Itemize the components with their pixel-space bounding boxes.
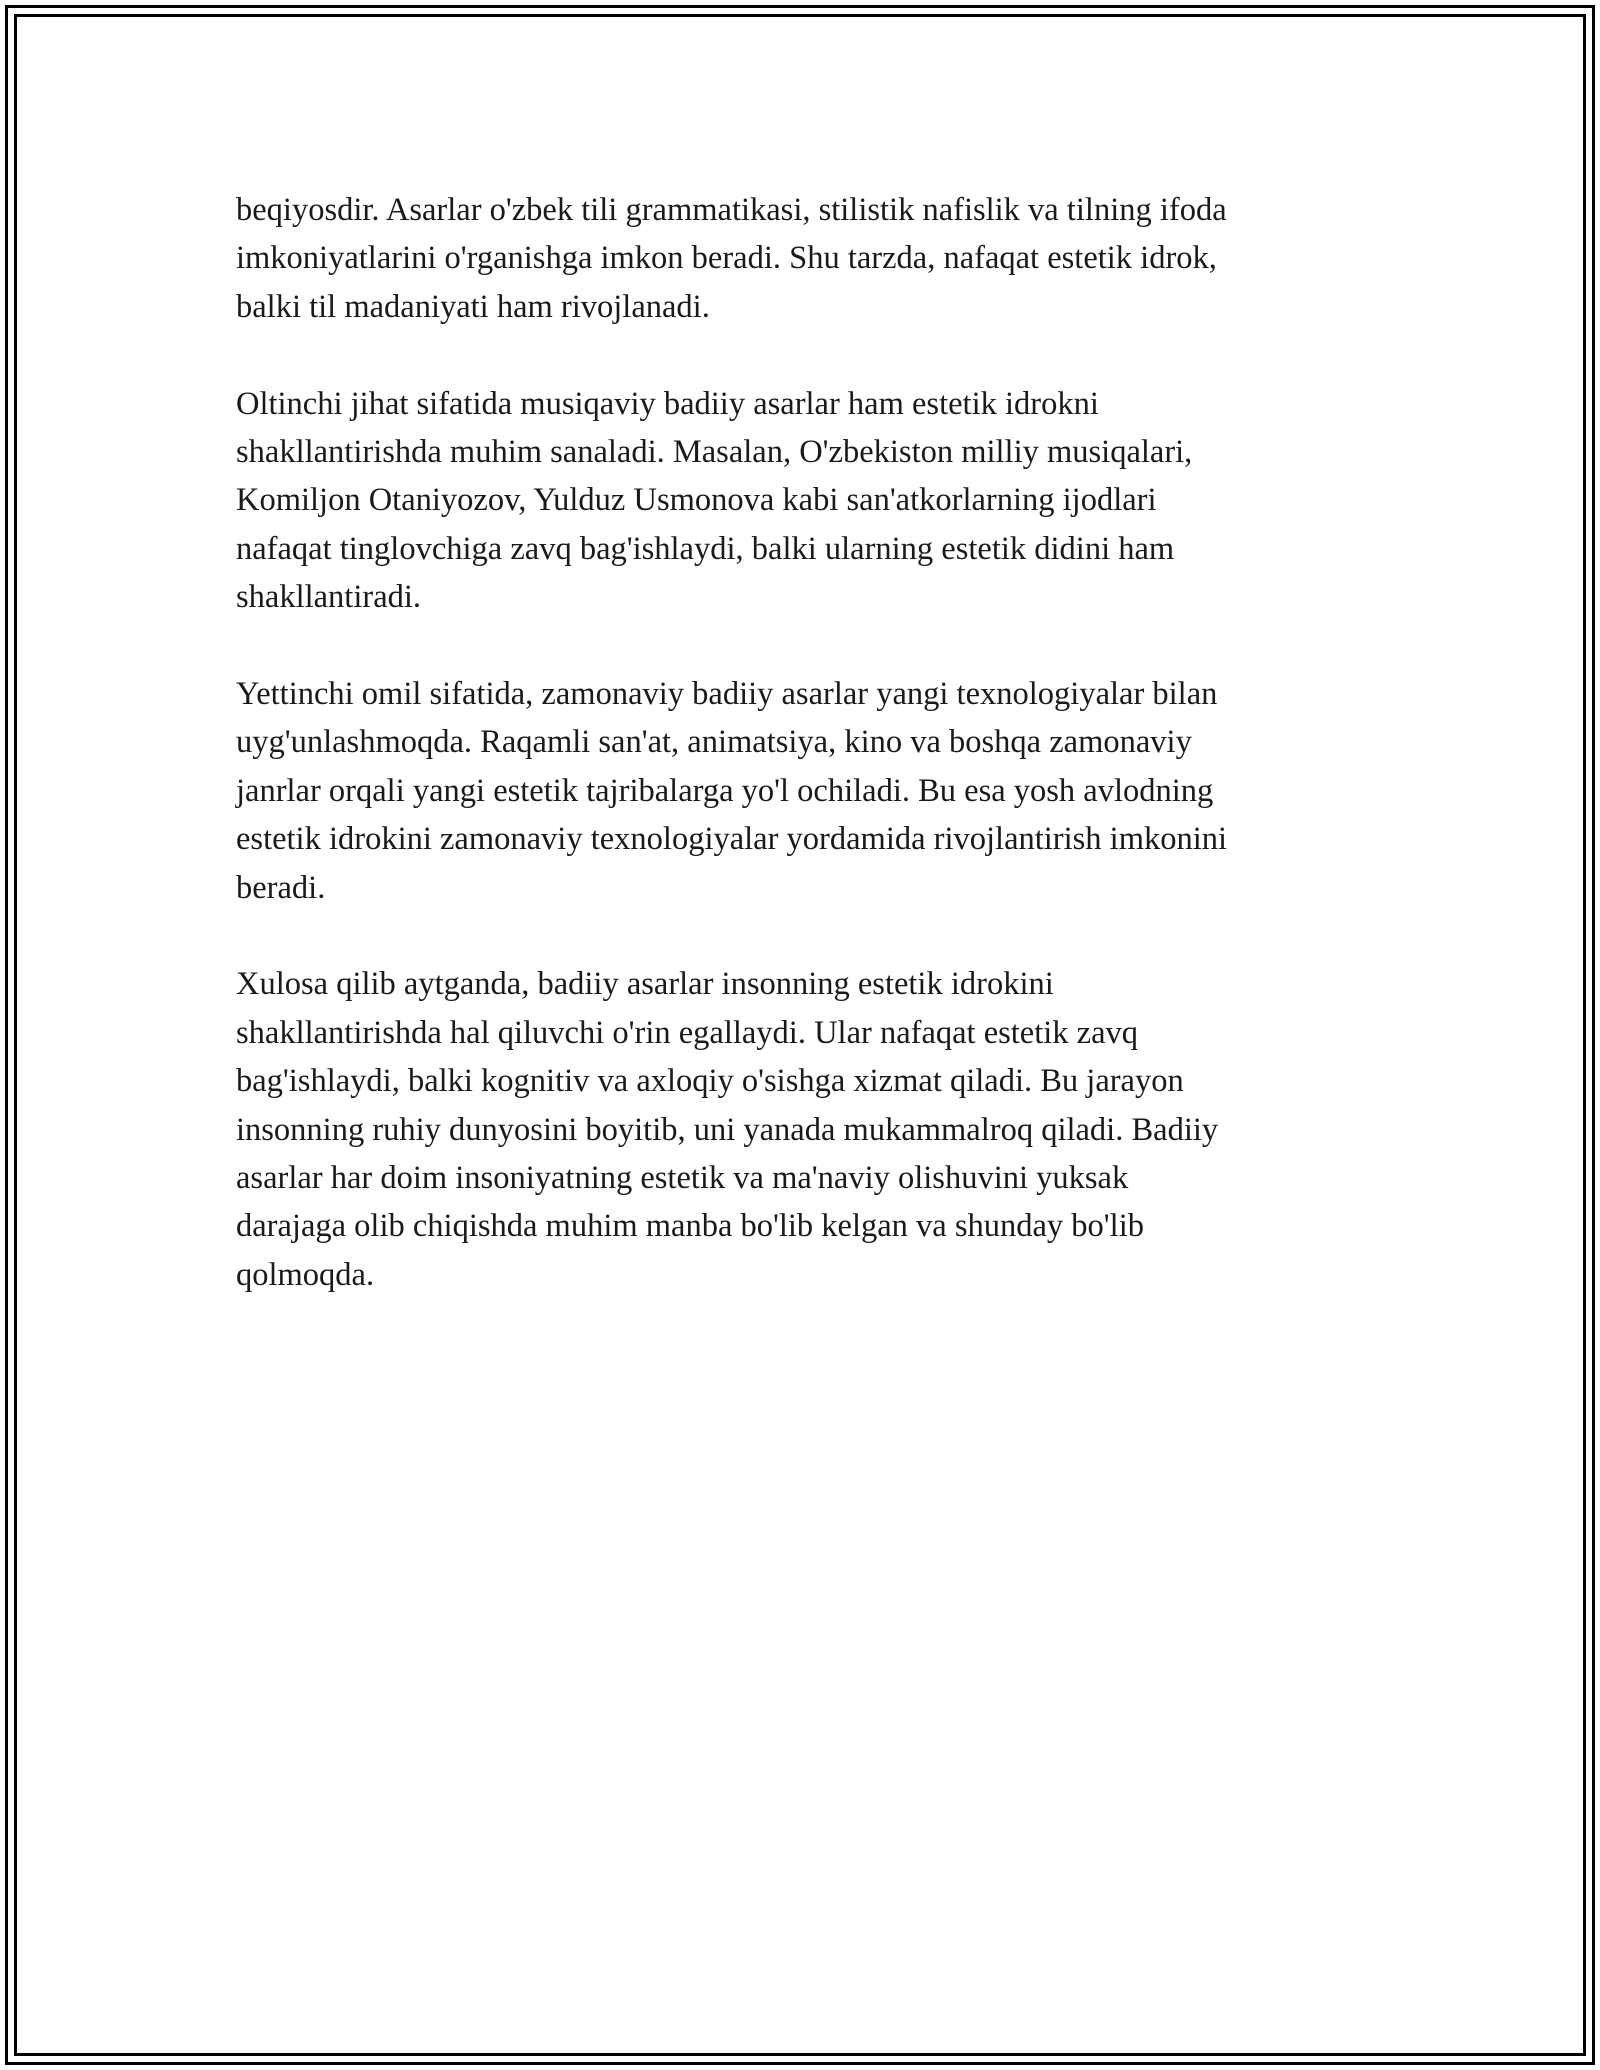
- document-body: [236, 186, 1366, 1348]
- text-line: shakllantirishda muhim sanaladi. Masalan, O'zbekiston milliy musiqalari,: [236, 434, 1193, 471]
- text-line: darajaga olib chiqishda muhim manba bo'lib kelgan va shunday bo'lib: [236, 1208, 1144, 1245]
- paragraph: [236, 186, 1366, 331]
- text-line: Oltinchi jihat sifatida musiqaviy badiiy asarlar ham estetik idrokni: [236, 385, 1099, 422]
- text-line: imkoniyatlarini o'rganishga imkon beradi. Shu tarzda, nafaqat estetik idrok,: [236, 240, 1217, 277]
- text-line: Komiljon Otaniyozov, Yulduz Usmonova kabi san'atkorlarning ijodlari: [236, 482, 1157, 519]
- text-line: shakllantiradi.: [236, 579, 422, 616]
- text-line: uyg'unlashmoqda. Raqamli san'at, animatsiya, kino va boshqa zamonaviy: [236, 724, 1192, 761]
- text-line: asarlar har doim insoniyatning estetik va ma'naviy olishuvini yuksak: [236, 1160, 1129, 1197]
- text-line: bag'ishlaydi, balki kognitiv va axloqiy o'sishga xizmat qiladi. Bu jarayon: [236, 1063, 1184, 1100]
- text-line: Yettinchi omil sifatida, zamonaviy badiiy asarlar yangi texnologiyalar bilan: [236, 676, 1218, 713]
- text-line: balki til madaniyati ham rivojlanadi.: [236, 288, 710, 325]
- paragraph: [236, 960, 1366, 1299]
- text-line: Xulosa qilib aytganda, badiiy asarlar insonning estetik idrokini: [236, 966, 1054, 1003]
- text-line: beradi.: [236, 869, 326, 906]
- text-line: estetik idrokini zamonaviy texnologiyalar yordamida rivojlantirish imkonini: [236, 821, 1228, 858]
- text-line: shakllantirishda hal qiluvchi o'rin egallaydi. Ular nafaqat estetik zavq: [236, 1014, 1139, 1051]
- paragraph: [236, 670, 1366, 912]
- paragraph: [236, 380, 1366, 622]
- text-line: beqiyosdir. Asarlar o'zbek tili grammatikasi, stilistik nafislik va tilning ifoda: [236, 192, 1227, 228]
- text-line: insonning ruhiy dunyosini boyitib, uni yanada mukammalroq qiladi. Badiiy: [236, 1111, 1219, 1148]
- text-line: janrlar orqali yangi estetik tajribalarga yo'l ochiladi. Bu esa yosh avlodning: [236, 772, 1214, 809]
- text-line: nafaqat tinglovchiga zavq bag'ishlaydi, balki ularning estetik didini ham: [236, 530, 1175, 567]
- text-line: qolmoqda.: [236, 1256, 375, 1293]
